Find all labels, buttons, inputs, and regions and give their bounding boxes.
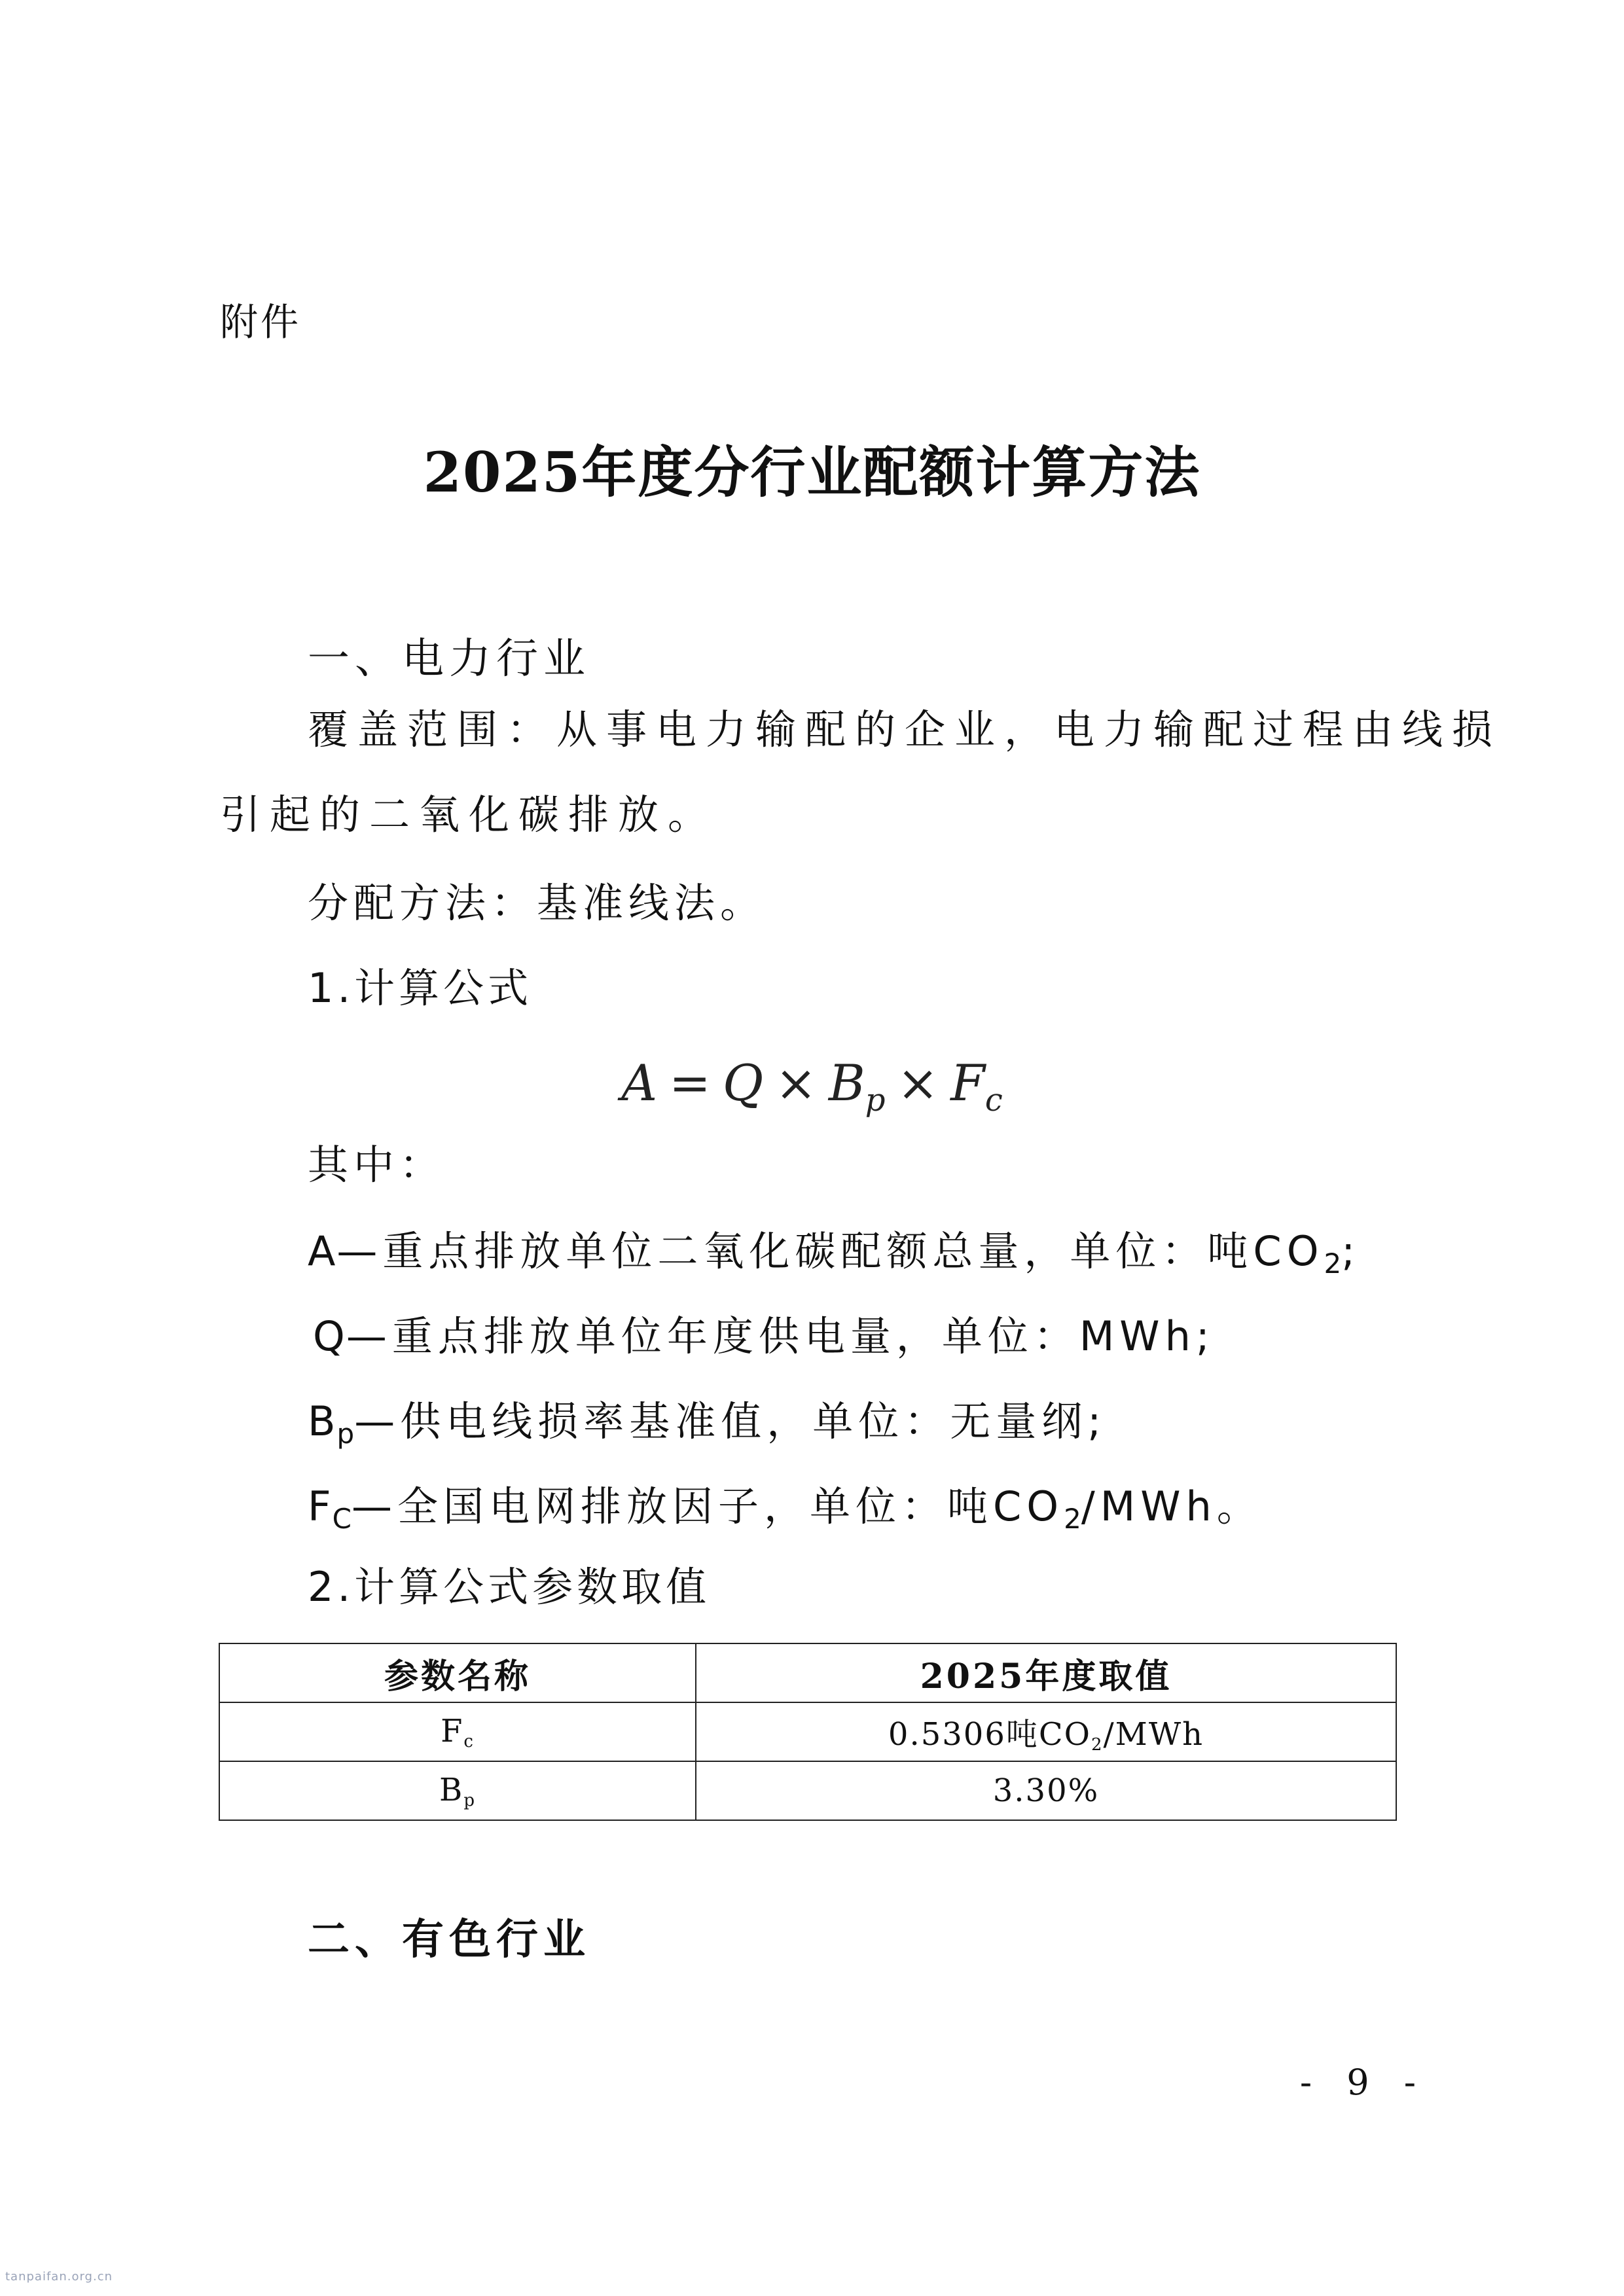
formula-f: F (950, 1054, 985, 1112)
param-bp-sub: p (463, 1790, 476, 1810)
definition-fc-tail: /MWh。 (1081, 1482, 1263, 1530)
table-header-row (219, 1643, 1396, 1702)
formula-b: B (828, 1054, 865, 1112)
table-row (219, 1761, 1396, 1820)
section-heading-nonferrous: 二、有色行业 (308, 1916, 590, 1964)
table-cell-param (219, 1702, 696, 1761)
formula-f-sub: c (984, 1082, 1003, 1119)
definition-a (308, 1219, 1360, 1280)
formula-a: A (621, 1054, 658, 1112)
parameter-table (219, 1643, 1397, 1821)
definition-a-symbol: A (308, 1227, 337, 1275)
definition-fc-symbol: F (308, 1482, 333, 1530)
watermark: tanpaifan.org.cn (5, 2270, 113, 2284)
formula-b-sub: p (865, 1082, 886, 1119)
definition-bp-symbol: B (308, 1397, 337, 1445)
page-number: - 9 - (1299, 2062, 1428, 2103)
formula-times-1: × (775, 1054, 817, 1112)
table-row (219, 1702, 1396, 1761)
definition-q-text: —重点排放单位年度供电量，单位：MWh; (346, 1312, 1215, 1360)
section-heading-power: 一、电力行业 (308, 635, 590, 683)
definition-bp-text: —供电线损率基准值，单位：无量纲; (354, 1397, 1107, 1445)
table-cell-value (696, 1761, 1396, 1820)
table-cell-value (696, 1702, 1396, 1761)
definition-a-tail: ; (1341, 1227, 1361, 1275)
param-fc-sub: c (463, 1731, 475, 1751)
document-title: 2025年度分行业配额计算方法 (423, 440, 1201, 505)
definition-q (313, 1304, 1215, 1362)
table-header-value: 2025年度取值 (696, 1643, 1396, 1702)
definition-fc-text: —全国电网排放因子，单位：吨CO (352, 1482, 1064, 1530)
definition-fc-sub: C (332, 1503, 352, 1535)
definition-a-text: —重点排放单位二氧化碳配额总量，单位：吨CO (336, 1227, 1324, 1275)
params-heading: 2.计算公式参数取值 (308, 1563, 711, 1611)
coverage-line-1: 覆盖范围：从事电力输配的企业，电力输配过程由线损 (308, 706, 1502, 753)
definition-q-symbol: Q (313, 1312, 346, 1360)
definition-fc-unit-sub: 2 (1064, 1503, 1081, 1535)
formula-times-2: × (897, 1054, 939, 1112)
definition-bp (308, 1389, 1106, 1450)
param-bp: B (439, 1771, 464, 1808)
table-cell-param (219, 1761, 696, 1820)
formula-heading: 1.计算公式 (308, 964, 533, 1012)
value-fc-tail: /MWh (1103, 1716, 1204, 1753)
coverage-line-2: 引起的二氧化碳排放。 (220, 791, 718, 838)
value-fc: 0.5306吨CO (888, 1716, 1091, 1753)
definition-a-unit-sub: 2 (1324, 1247, 1342, 1280)
table-header-param: 参数名称 (219, 1643, 696, 1702)
value-fc-sub: 2 (1091, 1735, 1104, 1755)
allocation-method: 分配方法：基准线法。 (308, 879, 767, 927)
formula-q: Q (722, 1054, 764, 1112)
definition-fc (308, 1474, 1263, 1535)
param-fc: F (441, 1712, 464, 1749)
formula-equals: = (669, 1054, 711, 1112)
where-label: 其中： (308, 1141, 446, 1189)
value-bp: 3.30% (992, 1772, 1100, 1809)
allocation-formula (0, 1054, 1624, 1119)
attachment-label: 附件 (220, 300, 302, 344)
definition-bp-sub: p (336, 1418, 355, 1450)
